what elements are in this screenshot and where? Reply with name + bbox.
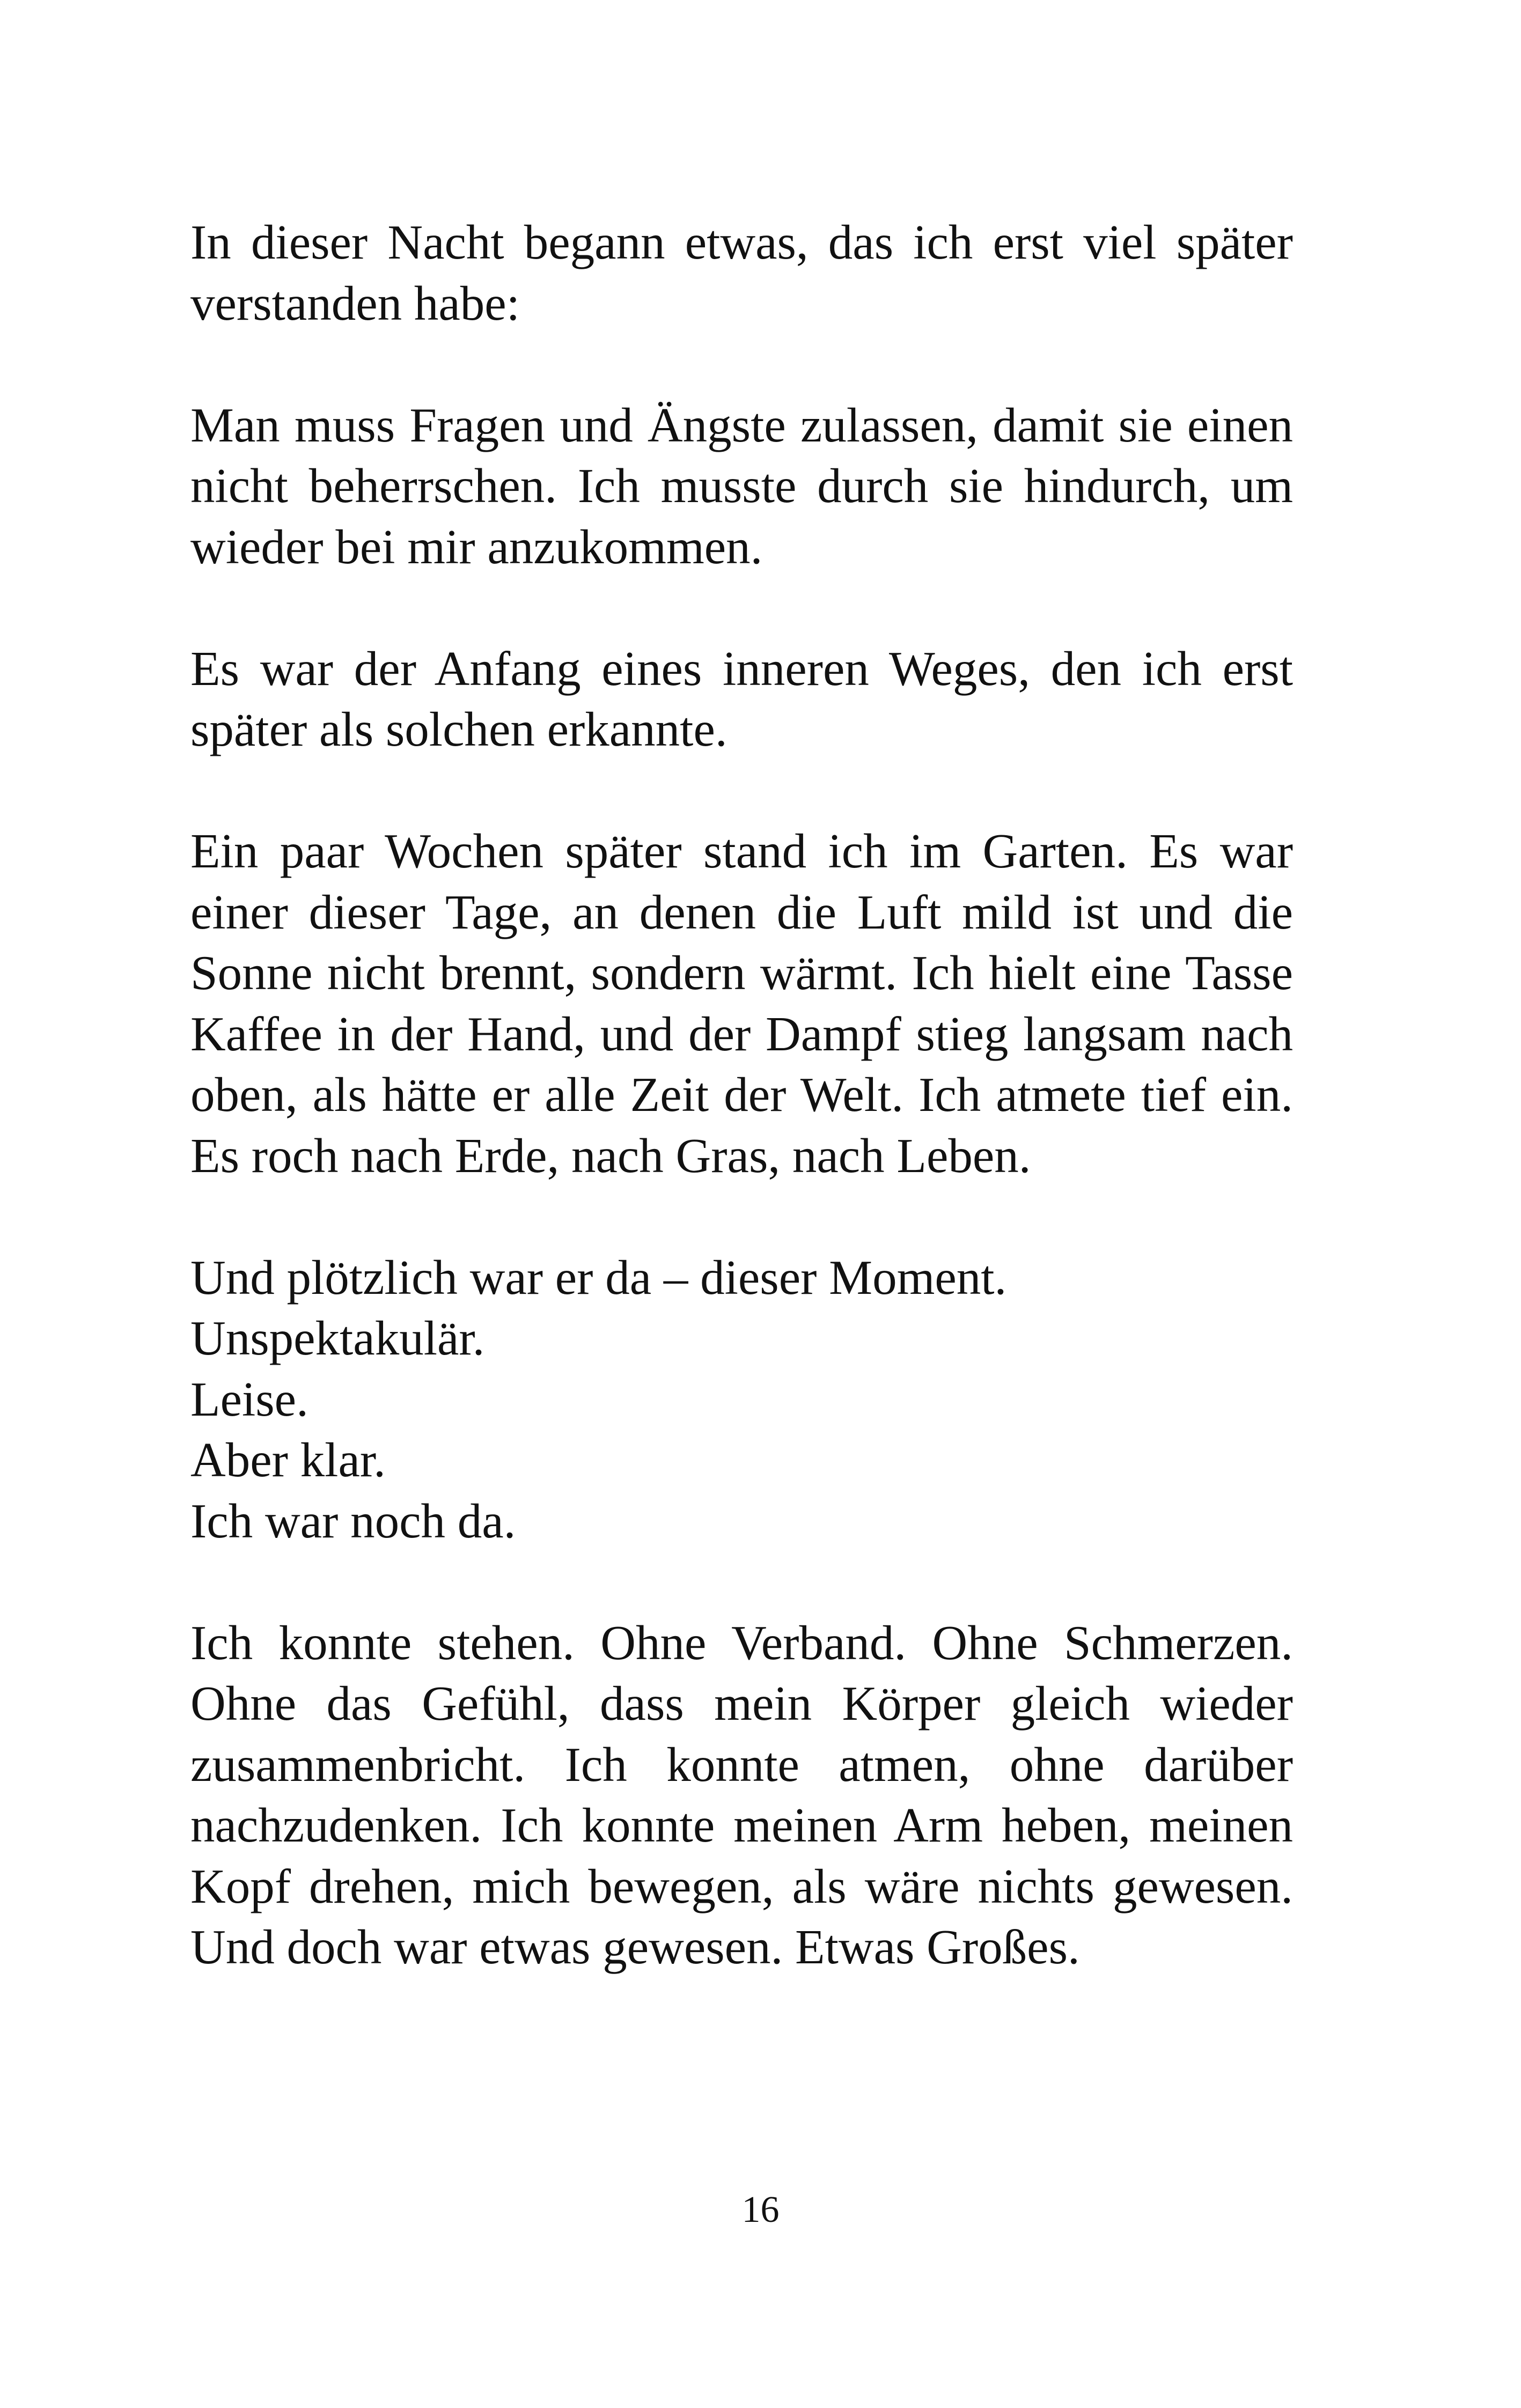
closing-paragraph: Ich konnte stehen. Ohne Verband. Ohne Schmerzen. Ohne das Gefühl, dass mein Körper gleich wieder zusammenbricht. Ich konnte atmen, ohne darüber nachzudenken. Ich konnte meinen Arm heben, meinen Kopf drehen, mich bewegen, als wäre nichts gewesen. Und doch war etwas gewesen. Etwas Großes. <box>190 1615 1293 1974</box>
page-number: 16 <box>741 2189 780 2230</box>
paragraph-1: In dieser Nacht begann etwas, das ich erst viel später verstanden habe: <box>190 215 1293 330</box>
moment-line-4: Aber klar. <box>190 1433 386 1487</box>
paragraph-2: Man muss Fragen und Ängste zulassen, damit sie einen nicht beherrschen. Ich musste durch sie hindurch, um wieder bei mir anzukommen. <box>190 397 1293 574</box>
moment-line-5: Ich war noch da. <box>190 1493 516 1548</box>
moment-line-3: Leise. <box>190 1372 308 1426</box>
body-text <box>190 212 1293 1978</box>
moment-line-2: Unspektakulär. <box>190 1311 485 1365</box>
paragraph-3: Es war der Anfang eines inneren Weges, den ich erst später als solchen erkannte. <box>190 641 1293 756</box>
moment-line-1: Und plötzlich war er da – dieser Moment. <box>190 1250 1007 1305</box>
moment-lines <box>190 1247 1293 1552</box>
paragraph-4: Ein paar Wochen später stand ich im Garten. Es war einer dieser Tage, an denen die Luft mild ist und die Sonne nicht brennt, sondern wärmt. Ich hielt eine Tasse Kaffee in der Hand, und der Dampf stieg langsam nach oben, als hätte er alle Zeit der Welt. Ich atmete tief ein. Es roch nach Erde, nach Gras, nach Leben. <box>190 824 1293 1183</box>
